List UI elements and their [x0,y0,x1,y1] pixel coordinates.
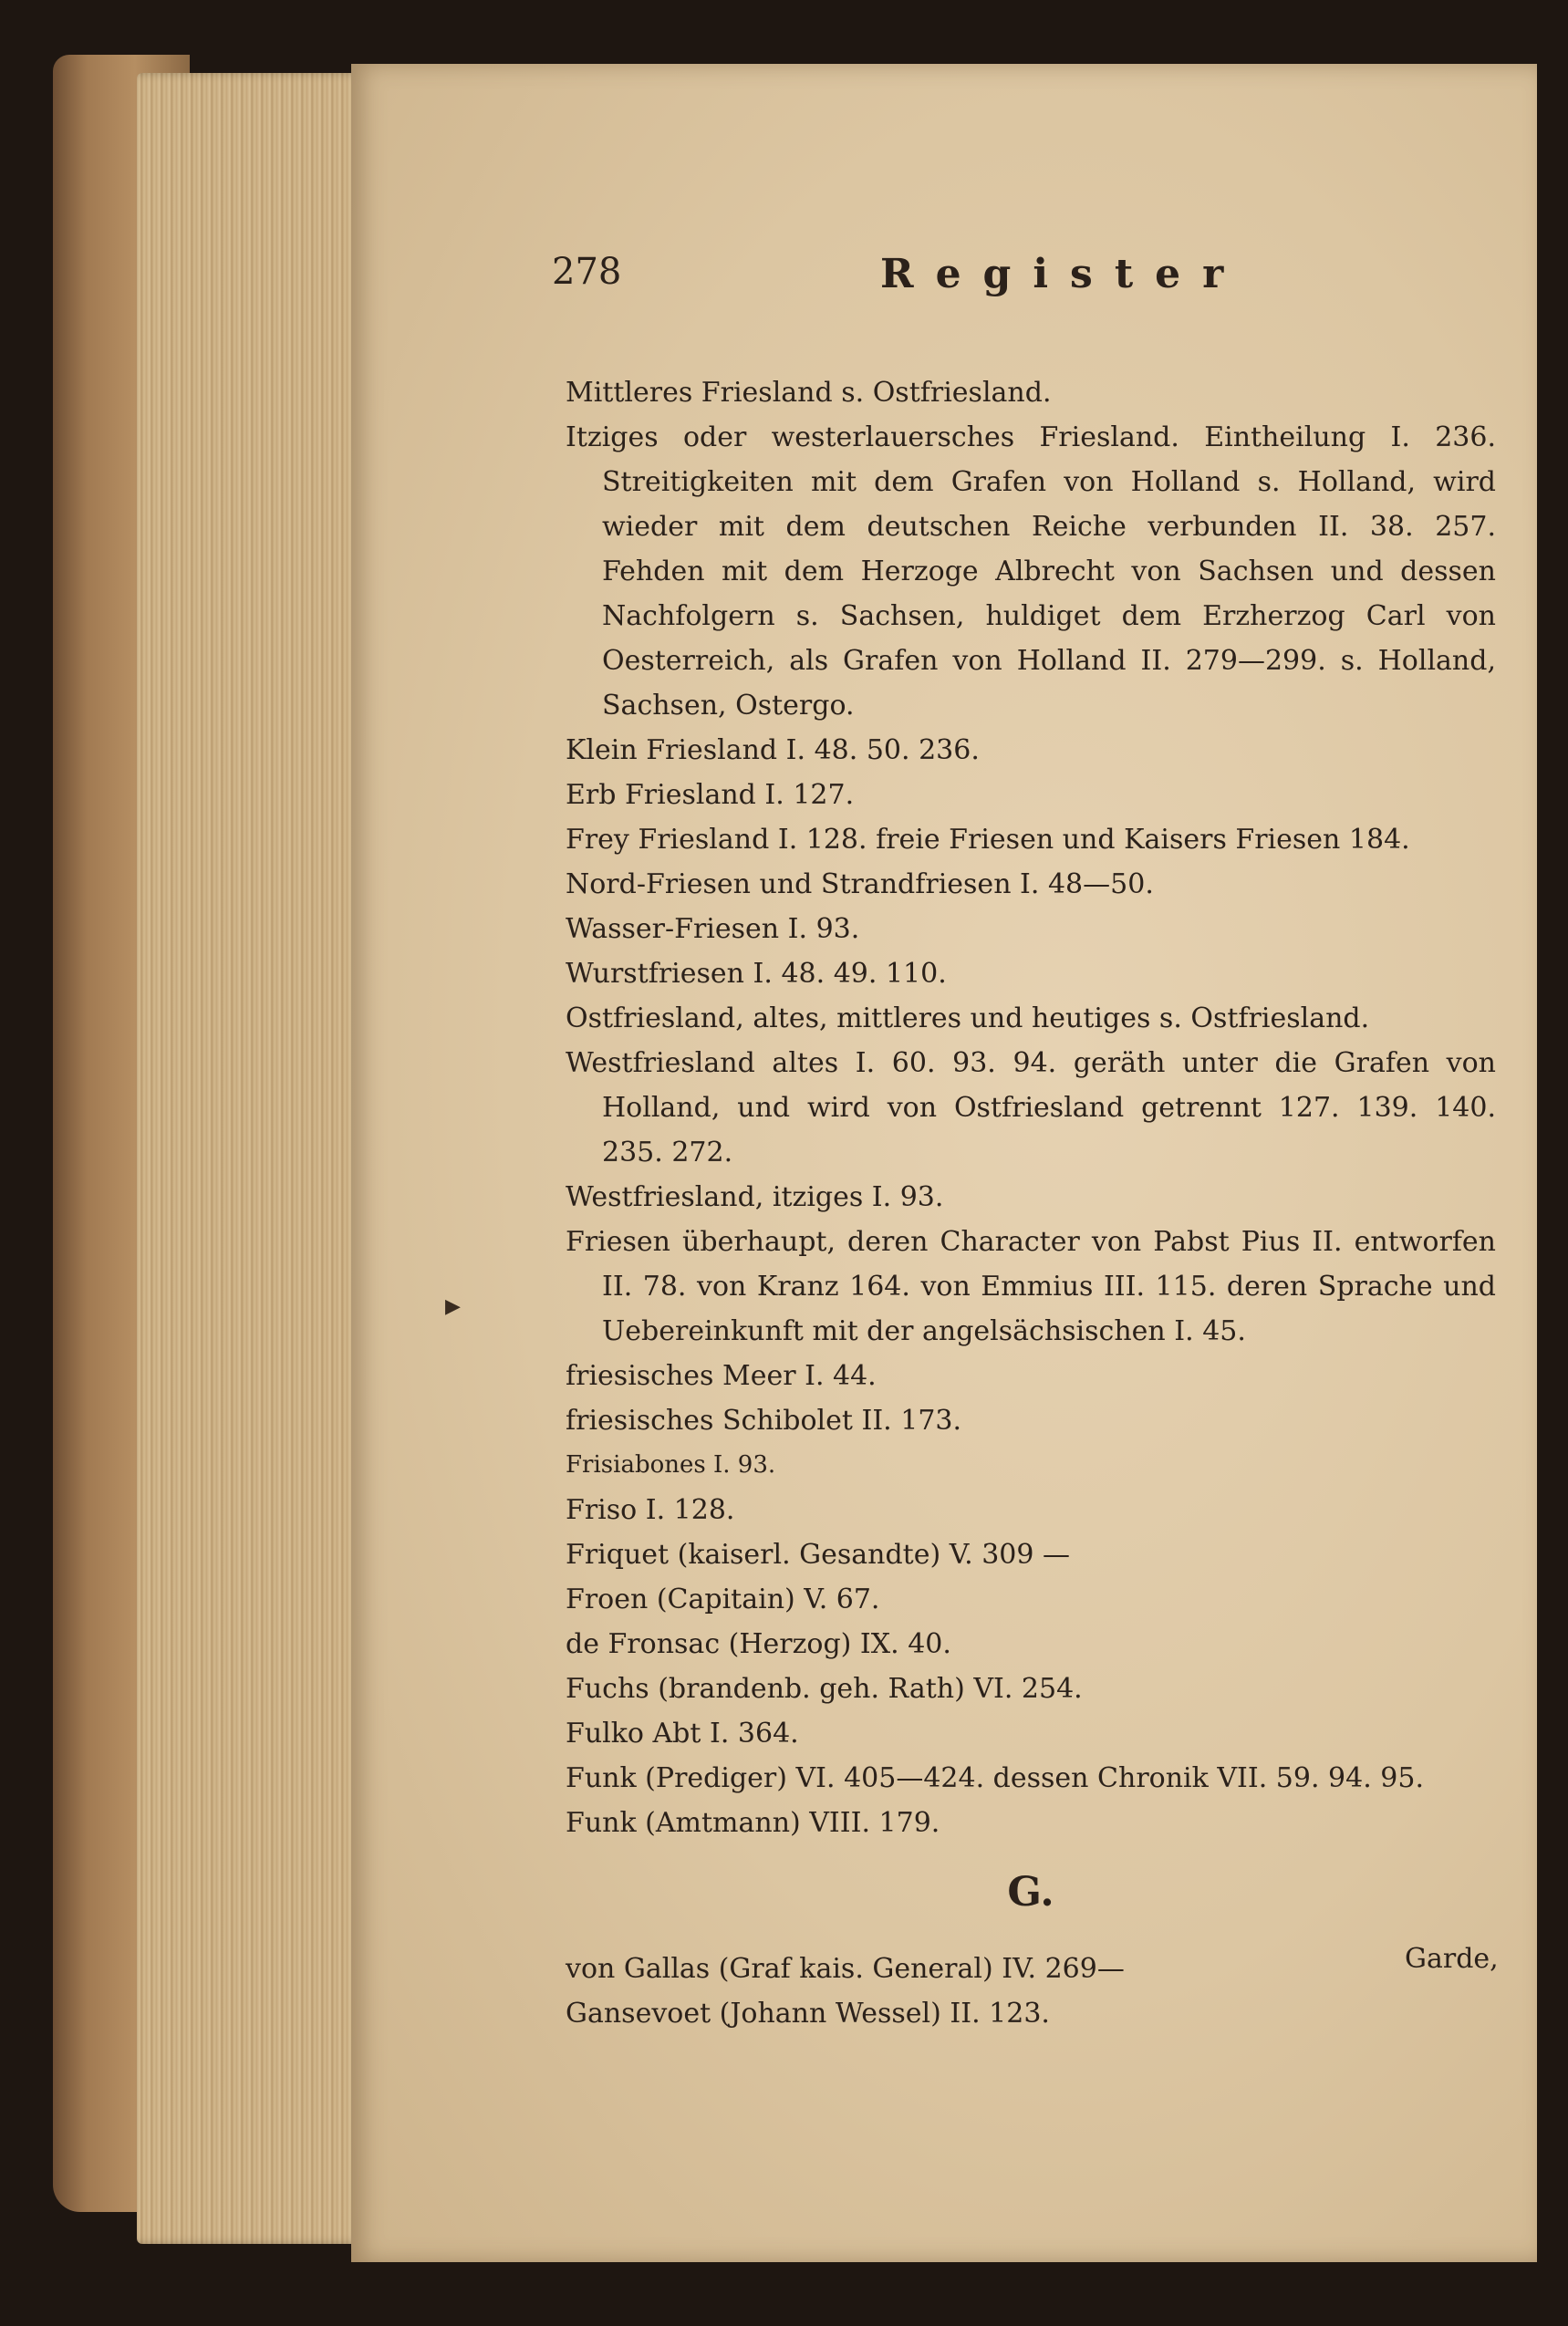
register-entry: Nord-Friesen und Strandfriesen I. 48—50. [566,868,1154,900]
register-entry: Funk (Amtmann) VIII. 179. [566,1807,940,1839]
register-entry: friesisches Meer I. 44. [566,1360,877,1392]
register-entry: Friesen überhaupt, deren Character von Pabst Pius II. entworfen II. 78. von Kranz 164. von Emmius III. 115. deren Sprache und Uebereinkunft mit der angelsächsischen I. 45. [566,1226,1496,1347]
register-entry: Mittleres Friesland s. Ostfriesland. [566,377,1052,409]
register-entry: Erb Friesland I. 127. [566,779,855,811]
register-entry: Froen (Capitain) V. 67. [566,1584,880,1615]
register-entry: de Fronsac (Herzog) IX. 40. [566,1628,951,1660]
register-entry: Friso I. 128. [566,1494,735,1526]
register-entry: Itziges oder westerlauersches Friesland. Eintheilung I. 236. Streitigkeiten mit dem Grafen von Holland s. Holland, wird wieder mit dem deutschen Reiche verbunden II. 38. 257. Fehden mit dem Herzoge Albrecht von Sachsen und dessen Nachfolgern s. Sachsen, huldiget dem Erzherzog Carl von Oesterreich, als Grafen von Holland II. 279—299. s. Holland, Sachsen, Ostergo. [566,421,1496,722]
register-entry: Klein Friesland I. 48. 50. 236. [566,734,980,766]
register-entry: Wasser-Friesen I. 93. [566,913,860,945]
page-header [552,251,1496,297]
register-entry: Gansevoet (Johann Wessel) II. 123. [566,1998,1050,2030]
page-text-block [552,251,1496,2036]
register-entry: Funk (Prediger) VI. 405—424. dessen Chronik VII. 59. 94. 95. [566,1762,1424,1794]
register-entry: Fulko Abt I. 364. [566,1718,799,1750]
section-letter-heading: G. [1007,1869,1054,1916]
register-entries [566,370,1496,2036]
margin-arrow-mark: ▶ [445,1295,461,1318]
register-entry: Wurstfriesen I. 48. 49. 110. [566,958,947,990]
page-number: 278 [552,251,622,293]
catchword: Garde, [1405,1943,1499,1975]
running-title: Register [880,251,1246,297]
register-entry: Westfriesland altes I. 60. 93. 94. geräth unter die Grafen von Holland, und wird von Ostfriesland getrennt 127. 139. 140. 235. 272. [566,1047,1496,1168]
register-entry: Ostfriesland, altes, mittleres und heutiges s. Ostfriesland. [566,1002,1370,1034]
register-entry: friesisches Schibolet II. 173. [566,1405,962,1437]
register-entry: Westfriesland, itziges I. 93. [566,1181,944,1213]
register-entry: von Gallas (Graf kais. General) IV. 269— [566,1953,1125,1985]
register-entry: Frisiabones I. 93. [566,1451,776,1479]
register-entry: Fuchs (brandenb. geh. Rath) VI. 254. [566,1673,1083,1705]
register-entry: Friquet (kaiserl. Gesandte) V. 309 — [566,1539,1071,1571]
page-stack-edge [137,73,365,2244]
register-entry: Frey Friesland I. 128. freie Friesen und Kaisers Friesen 184. [566,824,1410,856]
